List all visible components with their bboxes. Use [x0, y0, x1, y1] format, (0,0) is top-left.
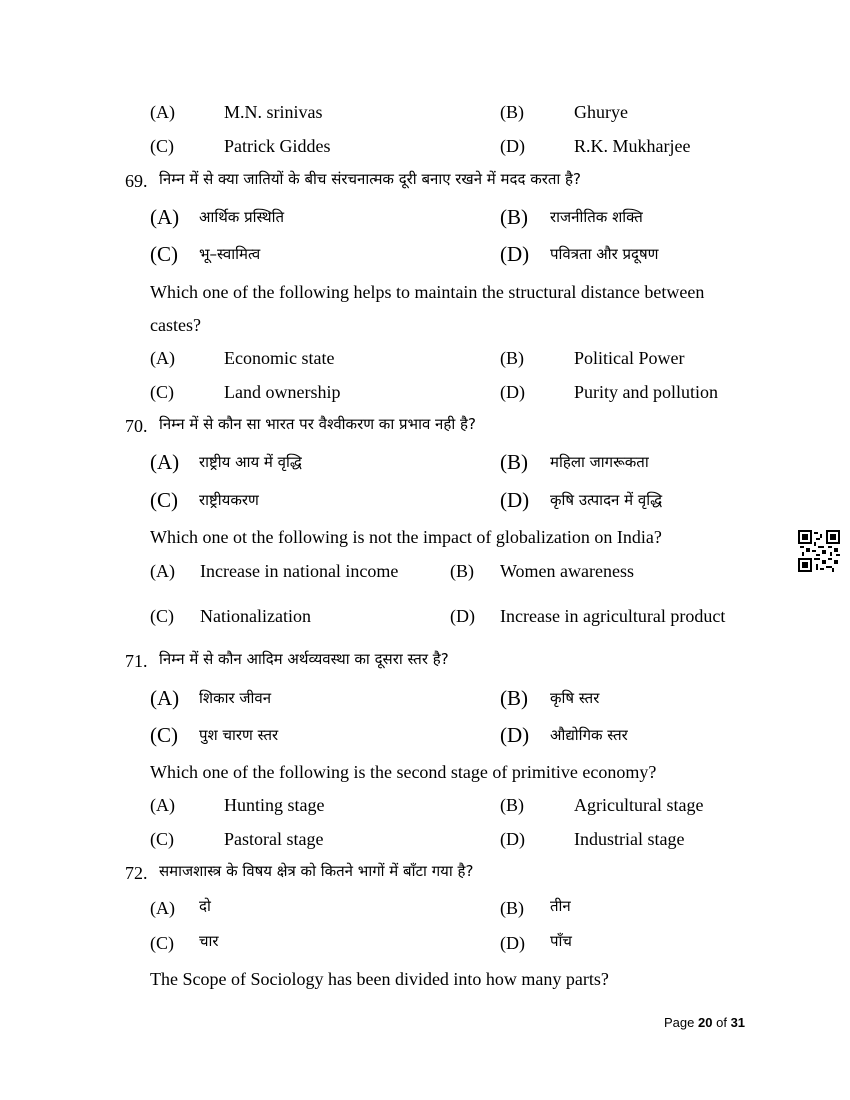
q71-hindi-b-text: कृषि स्तर	[550, 689, 600, 707]
footer-page-number: 20	[698, 1015, 713, 1030]
q72-english-question: The Scope of Sociology has been divided into how many parts?	[150, 969, 609, 989]
q71-hindi-d-text: औद्योगिक स्तर	[550, 726, 628, 744]
q72-hindi-b-text: तीन	[550, 897, 571, 915]
q71-option-a-label: (A)	[150, 795, 175, 815]
page-footer	[664, 1015, 745, 1030]
q70-hindi-b-label: (B)	[500, 450, 528, 474]
q69-option-b-label: (B)	[500, 348, 524, 368]
footer-of-word: of	[716, 1015, 727, 1030]
q72-hindi-d-text: पाँच	[550, 932, 572, 950]
q71-hindi-b-label: (B)	[500, 686, 528, 710]
q69-option-a-label: (A)	[150, 348, 175, 368]
q70-hindi-a-label: (A)	[150, 450, 180, 474]
q71-option-c-text: Pastoral stage	[224, 829, 324, 849]
q69-hindi-d-label: (D)	[500, 242, 530, 266]
q71-english-question: Which one of the following is the second stage of primitive economy?	[150, 762, 657, 782]
q71-option-b-label: (B)	[500, 795, 524, 815]
q72-hindi-b-label: (B)	[500, 898, 524, 918]
q69-hindi-c-text: भू–स्वामित्व	[199, 245, 261, 263]
q71-hindi-a-label: (A)	[150, 686, 180, 710]
q70-english-question: Which one ot the following is not the impact of globalization on India?	[150, 527, 662, 547]
q70-hindi-c-label: (C)	[150, 488, 178, 512]
q68-option-a-text: M.N. srinivas	[224, 102, 323, 122]
q71-option-d-label: (D)	[500, 829, 525, 849]
q70-option-c-label: (C)	[150, 606, 174, 626]
q68-option-c-text: Patrick Giddes	[224, 136, 331, 156]
q68-option-b-text: Ghurye	[574, 102, 628, 122]
q71-hindi-a-text: शिकार जीवन	[199, 689, 272, 707]
q69-hindi-b-label: (B)	[500, 205, 528, 229]
q71-hindi-question: निम्न में से कौन आदिम अर्थव्यवस्था का दूसरा स्तर है?	[159, 650, 449, 668]
q69-option-c-text: Land ownership	[224, 382, 341, 402]
q70-hindi-d-label: (D)	[500, 488, 530, 512]
q70-option-d-label: (D)	[450, 606, 475, 626]
q72-number: 72.	[125, 863, 148, 883]
q70-hindi-d-text: कृषि उत्पादन में वृद्धि	[550, 491, 663, 509]
q72-hindi-question: समाजशास्त्र के विषय क्षेत्र को कितने भागों में बाँटा गया है?	[159, 862, 474, 880]
q72-hindi-c-label: (C)	[150, 933, 174, 953]
q70-hindi-question: निम्न में से कौन सा भारत पर वैश्वीकरण का प्रभाव नही है?	[159, 415, 476, 433]
q69-option-c-label: (C)	[150, 382, 174, 402]
q70-hindi-a-text: राष्ट्रीय आय में वृद्धि	[199, 453, 302, 471]
q68-option-d-text: R.K. Mukharjee	[574, 136, 691, 156]
q71-hindi-c-label: (C)	[150, 723, 178, 747]
q69-option-d-text: Purity and pollution	[574, 382, 718, 402]
q72-hindi-c-text: चार	[199, 932, 219, 950]
q69-option-b-text: Political Power	[574, 348, 685, 368]
q70-hindi-b-text: महिला जागरूकता	[550, 453, 649, 471]
q69-hindi-a-label: (A)	[150, 205, 180, 229]
q69-hindi-question: निम्न में से क्या जातियों के बीच संरचनात्मक दूरी बनाए रखने में मदद करता है?	[159, 170, 581, 188]
q69-english-question-line1: Which one of the following helps to maintain the structural distance between	[150, 282, 705, 302]
q70-option-d-text: Increase in agricultural product	[500, 606, 726, 626]
q69-hindi-c-label: (C)	[150, 242, 178, 266]
q71-option-b-text: Agricultural stage	[574, 795, 704, 815]
q72-hindi-d-label: (D)	[500, 933, 525, 953]
q71-option-a-text: Hunting stage	[224, 795, 325, 815]
q69-option-d-label: (D)	[500, 382, 525, 402]
q70-option-b-label: (B)	[450, 561, 474, 581]
q72-hindi-a-label: (A)	[150, 898, 175, 918]
q69-english-question-line2: castes?	[150, 315, 201, 335]
q69-hindi-a-text: आर्थिक प्रस्थिति	[199, 208, 285, 226]
q71-hindi-c-text: पुश चारण स्तर	[199, 726, 279, 744]
q70-hindi-c-text: राष्ट्रीयकरण	[199, 491, 259, 509]
q70-option-c-text: Nationalization	[200, 606, 311, 626]
q69-option-a-text: Economic state	[224, 348, 335, 368]
q68-option-c-label: (C)	[150, 136, 174, 156]
q71-option-c-label: (C)	[150, 829, 174, 849]
footer-page-word: Page	[664, 1015, 695, 1030]
q71-number: 71.	[125, 651, 148, 671]
q71-hindi-d-label: (D)	[500, 723, 530, 747]
q69-number: 69.	[125, 171, 148, 191]
q68-option-b-label: (B)	[500, 102, 524, 122]
footer-total-pages: 31	[730, 1015, 746, 1030]
q70-option-a-label: (A)	[150, 561, 175, 581]
q68-option-d-label: (D)	[500, 136, 525, 156]
q69-hindi-b-text: राजनीतिक शक्ति	[550, 208, 643, 226]
q68-option-a-label: (A)	[150, 102, 175, 122]
q69-hindi-d-text: पवित्रता और प्रदूषण	[550, 245, 659, 263]
q71-option-d-text: Industrial stage	[574, 829, 685, 849]
q70-option-a-text: Increase in national income	[200, 561, 399, 581]
q70-option-b-text: Women awareness	[500, 561, 634, 581]
q72-hindi-a-text: दो	[199, 897, 211, 915]
q70-number: 70.	[125, 416, 148, 436]
qr-code-icon	[798, 530, 840, 572]
